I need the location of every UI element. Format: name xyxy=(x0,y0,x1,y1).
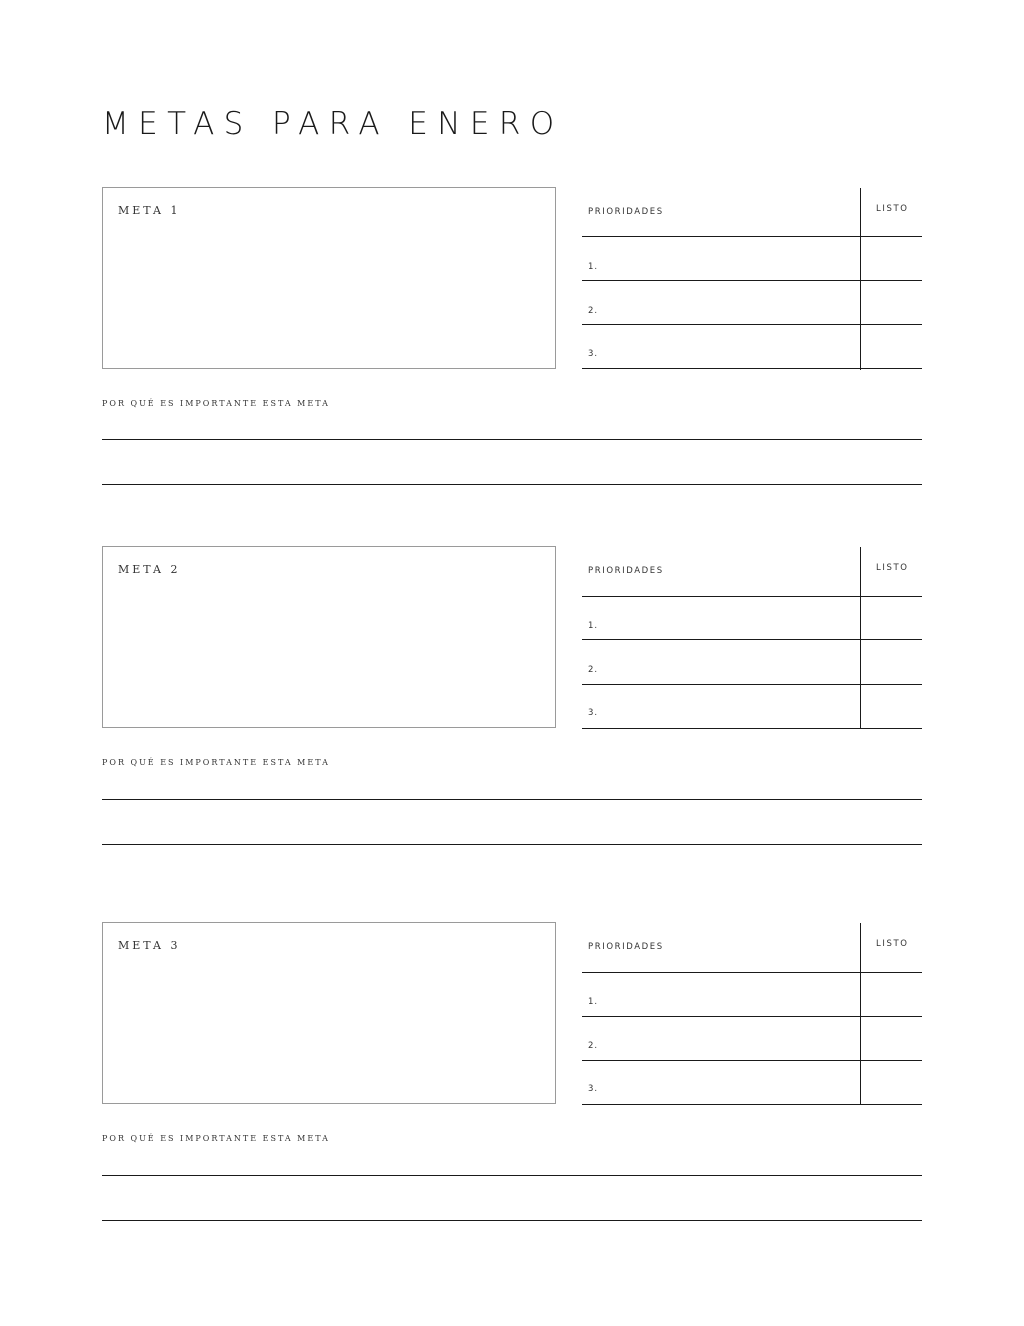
priority-row-rule[interactable] xyxy=(582,728,922,729)
priorities-header: PRIORIDADES xyxy=(588,207,664,217)
priority-row-rule[interactable] xyxy=(582,639,922,640)
priority-row-rule[interactable] xyxy=(582,368,922,369)
priority-number: 3. xyxy=(588,708,599,718)
priority-row-rule[interactable] xyxy=(582,324,922,325)
why-important-label: POR QUÉ ES IMPORTANTE ESTA META xyxy=(102,1134,330,1143)
goal-label: META 2 xyxy=(118,563,181,576)
priority-row-rule[interactable] xyxy=(582,1104,922,1105)
priority-row-rule[interactable] xyxy=(582,684,922,685)
why-important-line[interactable] xyxy=(102,1220,922,1221)
done-column-divider xyxy=(860,547,861,729)
goal-section-1 xyxy=(0,187,1024,487)
priorities-header: PRIORIDADES xyxy=(588,566,664,576)
goal-label: META 1 xyxy=(118,204,181,217)
priority-number: 1. xyxy=(588,997,599,1007)
priority-number: 3. xyxy=(588,1084,599,1094)
priority-number: 1. xyxy=(588,262,599,272)
done-header: LISTO xyxy=(876,204,909,214)
why-important-line[interactable] xyxy=(102,844,922,845)
why-important-label: POR QUÉ ES IMPORTANTE ESTA META xyxy=(102,399,330,408)
why-important-line[interactable] xyxy=(102,439,922,440)
priorities-header: PRIORIDADES xyxy=(588,942,664,952)
priority-row-rule[interactable] xyxy=(582,1016,922,1017)
priority-number: 2. xyxy=(588,306,599,316)
priorities-table xyxy=(582,188,922,370)
priority-row-rule[interactable] xyxy=(582,280,922,281)
page-title: METAS PARA ENERO xyxy=(102,106,564,142)
priority-number: 2. xyxy=(588,1041,599,1051)
why-important-line[interactable] xyxy=(102,484,922,485)
priority-row-rule[interactable] xyxy=(582,1060,922,1061)
goal-box[interactable] xyxy=(102,546,556,728)
priority-number: 1. xyxy=(588,621,599,631)
goal-section-3 xyxy=(0,922,1024,1222)
why-important-line[interactable] xyxy=(102,799,922,800)
why-important-line[interactable] xyxy=(102,1175,922,1176)
priority-number: 3. xyxy=(588,349,599,359)
priorities-header-rule xyxy=(582,596,922,597)
done-header: LISTO xyxy=(876,563,909,573)
goal-section-2 xyxy=(0,546,1024,846)
done-column-divider xyxy=(860,188,861,370)
priorities-header-rule xyxy=(582,236,922,237)
goal-box[interactable] xyxy=(102,922,556,1104)
done-column-divider xyxy=(860,923,861,1105)
priorities-table xyxy=(582,923,922,1105)
priority-number: 2. xyxy=(588,665,599,675)
why-important-label: POR QUÉ ES IMPORTANTE ESTA META xyxy=(102,758,330,767)
goal-label: META 3 xyxy=(118,939,181,952)
done-header: LISTO xyxy=(876,939,909,949)
priorities-header-rule xyxy=(582,972,922,973)
priorities-table xyxy=(582,547,922,729)
goal-box[interactable] xyxy=(102,187,556,369)
